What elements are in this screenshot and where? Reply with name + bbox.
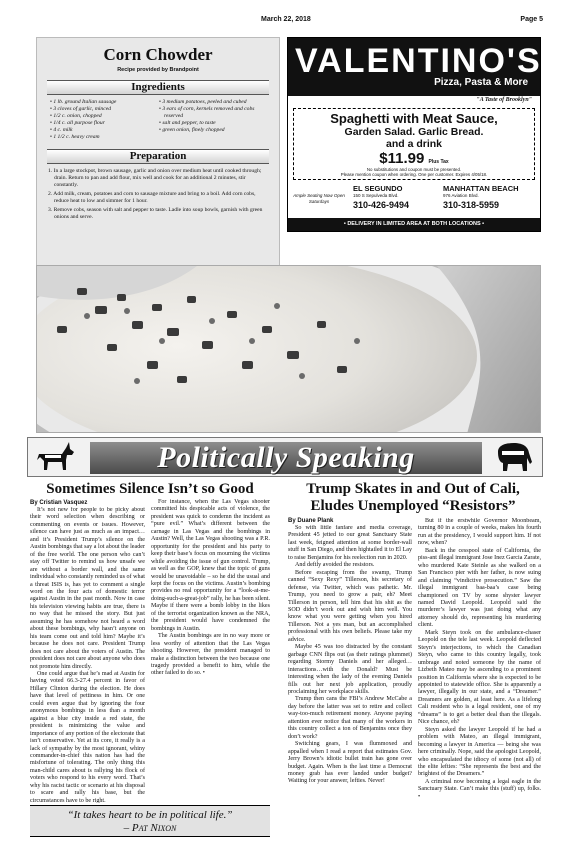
recipe-title: Corn Chowder	[103, 45, 213, 64]
preparation-steps	[47, 168, 269, 222]
ad-subtitle: Pizza, Pasta & More	[434, 77, 528, 88]
section-title-bar	[90, 442, 482, 474]
article1-byline: By Cristian Vasquez	[30, 500, 88, 506]
ad-coupon	[293, 108, 535, 180]
article2-paragraph: Switching gears, I was flummoxed and appalled when I read a report that estimates Gov. Jerry Brown’s idiotic bullet train has gone over budget. Again. When is the last time a Democrat money grab has ever landed under budget? Waiting for your answer, lefties. Never!	[288, 741, 412, 785]
article2-paragraph: Trump then cans the FBI’s Andrew McCabe a day before the latter was set to retire and collect way-too-much retirement money. Anyone paying attention ever notice that many of the workers in this country collect a ton of Benjamins once they don’t work?	[288, 696, 412, 740]
donkey-icon	[36, 440, 76, 474]
ad-offer-line2: Garden Salad. Garlic Bread.	[344, 126, 484, 138]
location-el-segundo	[353, 184, 441, 210]
location-city: EL SEGUNDO	[353, 184, 403, 193]
article1-paragraph: The Austin bombings are in no way more or less worthy of attention that the Las Vegas shooting. However, the president managed to make a distinction between the two because one tragedy provided a benefit to him, while the other failed to do so. •	[151, 633, 270, 677]
ad-header	[288, 38, 540, 96]
chowder-photo	[36, 265, 541, 433]
article2-paragraph: Mark Steyn took on the ambulance-chaser Leopold on the tele last week. Leopold deflected Steyn’s interjections, to which the Canadian Steyn, who came to this country legally, took umbrage and noted someone by the name of Lizbeth Mateo may be ascending to a prominent position in California where she is expected to be appointed to statewide office. She is apparently a lawyer, illegally in our state, and a “Dreamer.” Dreamers are golden, at least here. As a lifelong Cali resident who is a legal resident, one of my “dreams” is to get a better deal than the illegals. Nice chance, eh?	[418, 629, 541, 726]
ingredients-list	[49, 99, 267, 142]
article2-column1	[288, 525, 412, 838]
article2-paragraph: But if the erstwhile Governor Moonbeam, turning 80 in a couple of weeks, makes his fourth run at the presidency, I would support him. If not now, when?	[418, 518, 541, 547]
ingredient-item: • 1/2 c. onion, chopped	[49, 113, 158, 120]
article2-paragraph: Maybe 45 was too distracted by the constant garbage CNN flips out (as their ratings plummet) regarding Stormy Daniels and her alleged…interactions…with the Donald? Must be interesting when the lady of the evening Daniels fills out her next job application, proudly proclaiming her workplace skills.	[288, 644, 412, 695]
ad-price-note: Plus Tax	[428, 159, 449, 165]
article1-paragraph: One could argue that he’s mad at Austin for having voted 66.3-27.4 percent in favor of Hillary Clinton during the election. He does have that level of pettiness in him. Or one could even argue that by ignoring the four anonymous bombings in less than a month against a blue city inside a red state, the president is minimizing the value and importance of any portion of the electorate that isn’t conservative. Yet at its core, it really is a lack of sympathy by the most ignorant, whiny commander-in-chief this nation has had the misfortune of tolerating. The only thing this man-child cares about is rallying his flock of voters who respond to his every word. That’s why his racist tactic or scenario at his disposal to scare and rally his base, but the circumstances have to be right.	[30, 670, 145, 803]
section-banner	[27, 437, 543, 477]
article2-paragraph: So with little fanfare and media coverage, President 45 jetted to our great Sanctuary State last week, feigned attention at some border-wall stuff in San Diego, and then hightailed it to El Lay to raise Benjamins for his reelection run in 2020.	[288, 525, 412, 561]
location-phone: 310-318-5959	[443, 200, 500, 210]
valentinos-ad	[287, 37, 541, 232]
location-city: MANHATTAN BEACH	[443, 184, 519, 193]
article2-headline: Trump Skates in and Out of Cali, Eludes Unemployed “Resistors”	[306, 481, 520, 514]
ingredient-item: • 1 lb. ground Italian sausage	[49, 99, 158, 106]
ad-tagline: "A Taste of Brooklyn"	[476, 97, 532, 103]
page-header	[27, 14, 543, 26]
ingredient-item: • 4 c. milk	[49, 127, 158, 134]
ad-fine-print-2: Please mention coupon when ordering. One per customer. Expires 4/05/18.	[340, 172, 488, 178]
ingredients-column-right	[158, 99, 267, 142]
ad-price-value: $11.99	[379, 150, 425, 167]
recipe-byline: Recipe provided by Brandpoint	[117, 67, 199, 73]
ad-offer-line3: and a drink	[385, 138, 442, 150]
article1-column1	[30, 507, 145, 803]
ad-brand: VALENTINO'S	[295, 42, 542, 80]
article2-paragraph: A criminal now becoming a legal eagle in the Sanctuary State. Can’t make this (stuff) up, folks. •	[418, 778, 541, 800]
article1-headline: Sometimes Silence Isn’t so Good	[46, 481, 254, 497]
chowder-photo-image	[37, 266, 541, 433]
quote-author: – Pat Nixon	[123, 822, 177, 834]
article1-column2	[151, 499, 270, 803]
section-title: Politically Speaking	[157, 441, 415, 474]
pull-quote	[30, 805, 270, 837]
location-phone: 310-426-9494	[353, 200, 410, 210]
ad-seating-note: Ample Seating Now Open Saturdays	[293, 193, 345, 204]
ingredients-heading: Ingredients	[47, 80, 269, 95]
location-manhattan-beach	[443, 184, 531, 210]
ad-delivery-bar: • DELIVERY IN LIMITED AREA AT BOTH LOCATIONS •	[288, 218, 540, 231]
recipe-box	[36, 37, 280, 268]
location-address: 150 S Sepulveda Blvd.	[353, 193, 399, 198]
ingredient-item: • 1/4 c. all purpose flour	[49, 120, 158, 127]
issue-date: March 22, 2018	[261, 16, 311, 23]
ingredient-item: • 3 cloves of garlic, minced	[49, 106, 158, 113]
ad-fine-print-1: No substitutions and coupon must be presented.	[366, 167, 462, 172]
step-item: 2. Add milk, cream, potatoes and corn to sausage mixture and bring to a boil. Add corn cobs, reduce heat to low and simmer for 1 hour.	[48, 190, 256, 204]
ingredient-item: • salt and pepper, to taste	[158, 120, 267, 127]
ingredient-item: • 1 1/2 c. heavy cream	[49, 134, 158, 141]
elephant-icon	[494, 440, 534, 474]
ad-locations	[293, 184, 535, 214]
article1-paragraph: For instance, when the Las Vegas shooter committed his despicable acts of violence, the president was quick to condemn the incident as “pure evil.” What’s different between the carnage in Las Vegas and the bombings in Austin? Well, the Las Vegas shooting was a P.R. opportunity for the president and his party to keep their base’s focus on mourning the victims while avoiding the issue of gun control. Trump, as well as the GOP, knew that the topic of guns would be unavoidable – so he did the usual and kept the focus on the victims. Austin’s bombing provides no real opportunity for a “look-at-me-doing-such-a-great-job” rally, he has been silent. Maybe if there were a bomb lobby in the likes of the terrorist organization known as the NRA, the president would have condemned the bombings in Austin.	[151, 499, 270, 632]
ad-price	[294, 150, 534, 167]
article2-byline: By Duane Plank	[288, 518, 334, 524]
ad-offer-line1: Spaghetti with Meat Sauce,	[330, 111, 498, 126]
ingredients-column-left	[49, 99, 158, 142]
article1-paragraph: It’s not new for people to be picky about their word selection when describing or commenting on events or issues. However, silence can have just as much as an impact…and it’s President Trump’s silence on the Austin bombings that say a lot about the leader of the free world. The one person who can’t stay off Twitter to remind us how unsafe we are without a border wall, and the same individual who constantly reminded us of what a threat ISIS is, has yet to comment a single word on the four acts of domestic terror against Austin in the past month. Now in case his television viewing habits are true, there is no way that he missed the story. But just assuming he has somehow not heard a word about these bombings, why hasn’t anyone on his team come out and told him? Maybe it’s because he does not care. President Trump does not care about the voters of Austin. The president does not care about anyone who does not promote him directly.	[30, 507, 145, 670]
article2-paragraph: And deftly avoided the resistors.	[295, 562, 375, 569]
ingredient-item: • 3 ears of corn, kernels removed and cobs reserved	[158, 106, 267, 120]
step-item: 3. Remove cobs, season with salt and pepper to taste. Ladle into soup bowls, garnish with green onions and serve.	[48, 207, 263, 221]
step-item: 1. In a large stockpot, brown sausage, garlic and onion over medium heat until cooked through; drain. Return to pan and add flour, mix well and cook for an additional 2 minutes, stir constantly.	[48, 167, 262, 188]
location-address: 976 Aviation Blvd.	[443, 193, 479, 198]
page-number: Page 5	[520, 16, 543, 23]
article2-paragraph: Back in the cesspool state of California, the piss-ant illegal immigrant Jose Inez Garcia Zarate, who murdered Kate Steinle as she walked on a San Francisco pier with her father, is now suing and claiming “vindictive prosecution.” Saw the illegal immigrant baa-baa’s case being championed on TV by some shyster lawyer named David Leopold. Leopold said the murderer’s lawyer was just doing what any attorney should do, representing his murdering client.	[418, 547, 541, 629]
article2-column2	[418, 518, 541, 838]
preparation-heading: Preparation	[47, 149, 269, 164]
quote-text: “It takes heart to be in political life.”	[67, 809, 233, 821]
article2-paragraph: Before escaping from the swamp, Trump canned “Sexy Rexy” Tillerson, his secretary of defense, via Twitter, which was pathetic. Mr. Trump, you need to grow a pair, eh? Meet Tillerson in person, tell him that his shit as the SOD didn’t work out and wish him well. You know what you were getting when you hired Tillerson. Not a yes man, but an accomplished professional with his own beliefs. Please take my advice.	[288, 569, 412, 643]
ingredient-item: • green onion, finely chopped	[158, 127, 267, 134]
article2-paragraph: Steyn asked the lawyer Leopold if he had a problem with Mateo, an illegal immigrant, becoming a lawyer in America — being she was here criminally. Nope, said the apologist Leopold, who encapsulated the idiocy of some (not all) of the elite lefties: “She represents the best and the brightest of the Dreamers.”	[418, 726, 541, 778]
ingredient-item: • 3 medium potatoes, peeled and cubed	[158, 99, 267, 106]
